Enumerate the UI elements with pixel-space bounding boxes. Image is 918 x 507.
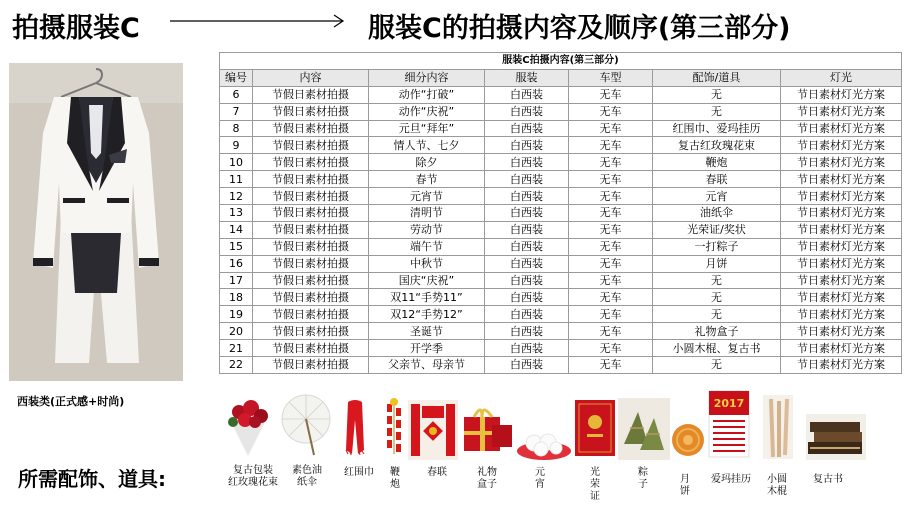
table-cell: 白西装 — [485, 103, 569, 120]
mooncake-icon — [670, 422, 706, 458]
table-cell: 动作“打破” — [369, 86, 485, 103]
right-arrow-icon — [170, 13, 346, 29]
table-cell: 春联 — [653, 171, 781, 188]
table-cell: 白西装 — [485, 238, 569, 255]
table-cell: 无车 — [569, 272, 653, 289]
table-cell: 节日素材灯光方案 — [781, 272, 902, 289]
table-cell: 节假日素材拍摄 — [253, 238, 369, 255]
table-cell: 无车 — [569, 357, 653, 374]
firecracker-icon — [385, 398, 403, 456]
table-row — [220, 306, 902, 323]
table-cell: 节日素材灯光方案 — [781, 120, 902, 137]
table-cell: 节日素材灯光方案 — [781, 238, 902, 255]
table-cell: 节日素材灯光方案 — [781, 306, 902, 323]
props-label: 所需配饰、道具: — [18, 467, 166, 491]
column-header: 服装 — [485, 69, 569, 86]
table-row — [220, 137, 902, 154]
table-cell: 13 — [220, 205, 253, 222]
table-cell: 11 — [220, 171, 253, 188]
table-cell: 一打粽子 — [653, 238, 781, 255]
table-cell: 节日素材灯光方案 — [781, 154, 902, 171]
table-cell: 节假日素材拍摄 — [253, 323, 369, 340]
table-cell: 春节 — [369, 171, 485, 188]
table-cell: 节日素材灯光方案 — [781, 221, 902, 238]
table-cell: 节假日素材拍摄 — [253, 340, 369, 357]
table-cell: 节日素材灯光方案 — [781, 205, 902, 222]
table-cell: 双12“手势12” — [369, 306, 485, 323]
table-cell: 节假日素材拍摄 — [253, 205, 369, 222]
table-cell: 中秋节 — [369, 255, 485, 272]
table-cell: 白西装 — [485, 171, 569, 188]
table-cell: 7 — [220, 103, 253, 120]
table-cell: 开学季 — [369, 340, 485, 357]
table-cell: 白西装 — [485, 306, 569, 323]
yuanxiao-icon — [516, 427, 572, 461]
table-cell: 无 — [653, 357, 781, 374]
table-cell: 月饼 — [653, 255, 781, 272]
white-suit-photo — [9, 63, 183, 381]
table-cell: 9 — [220, 137, 253, 154]
paper-umbrella-icon — [278, 393, 334, 457]
column-header: 内容 — [253, 69, 369, 86]
table-cell: 父亲节、母亲节 — [369, 357, 485, 374]
table-cell: 白西装 — [485, 86, 569, 103]
table-cell: 元宵节 — [369, 188, 485, 205]
table-cell: 22 — [220, 357, 253, 374]
table-cell: 无车 — [569, 205, 653, 222]
table-cell: 节假日素材拍摄 — [253, 86, 369, 103]
prop-label: 粽 子 — [638, 467, 648, 490]
page-title: 服装C的拍摄内容及顺序(第三部分) — [368, 13, 791, 44]
table-cell: 节假日素材拍摄 — [253, 255, 369, 272]
table-cell: 节假日素材拍摄 — [253, 221, 369, 238]
table-cell: 无 — [653, 103, 781, 120]
red-scarf-icon — [340, 400, 370, 456]
table-cell: 白西装 — [485, 188, 569, 205]
wooden-sticks-icon — [763, 395, 793, 459]
table-cell: 白西装 — [485, 357, 569, 374]
column-header: 灯光 — [781, 69, 902, 86]
table-cell: 节假日素材拍摄 — [253, 137, 369, 154]
shooting-schedule-table — [219, 52, 902, 374]
prop-label: 小圆 木棍 — [767, 474, 787, 497]
prop-label: 月 饼 — [680, 474, 690, 497]
table-cell: 白西装 — [485, 154, 569, 171]
table-cell: 节日素材灯光方案 — [781, 340, 902, 357]
table-cell: 14 — [220, 221, 253, 238]
table-cell: 动作“庆祝” — [369, 103, 485, 120]
column-header: 编号 — [220, 69, 253, 86]
table-cell: 情人节、七夕 — [369, 137, 485, 154]
table-cell: 21 — [220, 340, 253, 357]
table-cell: 19 — [220, 306, 253, 323]
prop-label: 复古书 — [813, 474, 843, 485]
table-row — [220, 255, 902, 272]
table-cell: 6 — [220, 86, 253, 103]
table-cell: 礼物盒子 — [653, 323, 781, 340]
table-cell: 无车 — [569, 137, 653, 154]
table-row — [220, 188, 902, 205]
table-row — [220, 205, 902, 222]
prop-label: 元 宵 — [535, 467, 545, 490]
table-cell: 白西装 — [485, 120, 569, 137]
table-cell: 8 — [220, 120, 253, 137]
table-cell: 无车 — [569, 171, 653, 188]
table-cell: 油纸伞 — [653, 205, 781, 222]
gift-box-icon — [458, 395, 516, 457]
table-cell: 复古红玫瑰花束 — [653, 137, 781, 154]
table-cell: 无车 — [569, 221, 653, 238]
table-cell: 节日素材灯光方案 — [781, 86, 902, 103]
table-cell: 节假日素材拍摄 — [253, 272, 369, 289]
table-cell: 节日素材灯光方案 — [781, 171, 902, 188]
calendar-icon — [708, 390, 750, 458]
table-cell: 鞭炮 — [653, 154, 781, 171]
prop-label: 礼物 盒子 — [477, 467, 497, 490]
table-header-row — [220, 69, 902, 86]
table-cell: 节日素材灯光方案 — [781, 103, 902, 120]
prop-label: 光 荣 证 — [590, 467, 600, 502]
table-cell: 元旦“拜年” — [369, 120, 485, 137]
table-cell: 白西装 — [485, 289, 569, 306]
table-cell: 无车 — [569, 255, 653, 272]
column-header: 细分内容 — [369, 69, 485, 86]
zongzi-icon — [618, 398, 670, 460]
rose-bouquet-icon — [221, 392, 275, 458]
table-cell: 无车 — [569, 238, 653, 255]
prop-label: 春联 — [427, 467, 447, 478]
table-cell: 无 — [653, 306, 781, 323]
table-cell: 圣诞节 — [369, 323, 485, 340]
calendar-year: 2017 — [713, 397, 745, 410]
table-cell: 节假日素材拍摄 — [253, 103, 369, 120]
table-cell: 节日素材灯光方案 — [781, 137, 902, 154]
table-cell: 节日素材灯光方案 — [781, 323, 902, 340]
column-header: 车型 — [569, 69, 653, 86]
table-cell: 15 — [220, 238, 253, 255]
table-cell: 白西装 — [485, 272, 569, 289]
table-cell: 无 — [653, 86, 781, 103]
table-row — [220, 340, 902, 357]
vintage-books-icon — [806, 414, 866, 460]
table-cell: 节假日素材拍摄 — [253, 120, 369, 137]
table-cell: 18 — [220, 289, 253, 306]
table-cell: 无车 — [569, 120, 653, 137]
table-cell: 节日素材灯光方案 — [781, 289, 902, 306]
table-cell: 节假日素材拍摄 — [253, 306, 369, 323]
table-cell: 无车 — [569, 323, 653, 340]
prop-label: 爱玛挂历 — [711, 474, 751, 485]
table-cell: 无车 — [569, 289, 653, 306]
prop-label: 红围巾 — [344, 467, 374, 478]
table-cell: 10 — [220, 154, 253, 171]
table-title: 服装C拍摄内容(第三部分) — [220, 53, 902, 70]
table-cell: 节假日素材拍摄 — [253, 289, 369, 306]
table-cell: 节日素材灯光方案 — [781, 255, 902, 272]
table-cell: 清明节 — [369, 205, 485, 222]
table-row — [220, 357, 902, 374]
table-cell: 节假日素材拍摄 — [253, 154, 369, 171]
table-cell: 红围巾、爱玛挂历 — [653, 120, 781, 137]
left-title: 拍摄服装C — [12, 13, 140, 44]
table-row — [220, 171, 902, 188]
table-row — [220, 221, 902, 238]
table-cell: 国庆“庆祝” — [369, 272, 485, 289]
table-cell: 无车 — [569, 86, 653, 103]
table-cell: 节假日素材拍摄 — [253, 357, 369, 374]
prop-label: 鞭 炮 — [390, 467, 400, 490]
table-cell: 除夕 — [369, 154, 485, 171]
table-cell: 光荣证/奖状 — [653, 221, 781, 238]
table-cell: 双11“手势11” — [369, 289, 485, 306]
couplets-icon — [408, 400, 458, 460]
column-header: 配饰/道具 — [653, 69, 781, 86]
prop-label: 复古包装 红玫瑰花束 — [228, 465, 278, 488]
table-row — [220, 103, 902, 120]
table-cell: 无车 — [569, 306, 653, 323]
table-cell: 节日素材灯光方案 — [781, 357, 902, 374]
table-cell: 劳动节 — [369, 221, 485, 238]
table-row — [220, 289, 902, 306]
table-cell: 16 — [220, 255, 253, 272]
table-cell: 元宵 — [653, 188, 781, 205]
table-cell: 端午节 — [369, 238, 485, 255]
table-row — [220, 86, 902, 103]
table-row — [220, 120, 902, 137]
table-cell: 20 — [220, 323, 253, 340]
table-cell: 白西装 — [485, 137, 569, 154]
table-cell: 白西装 — [485, 255, 569, 272]
table-cell: 节假日素材拍摄 — [253, 188, 369, 205]
table-cell: 白西装 — [485, 323, 569, 340]
table-cell: 无车 — [569, 188, 653, 205]
table-row — [220, 238, 902, 255]
table-cell: 节假日素材拍摄 — [253, 171, 369, 188]
table-row — [220, 323, 902, 340]
table-cell: 白西装 — [485, 340, 569, 357]
table-cell: 无车 — [569, 103, 653, 120]
table-cell: 12 — [220, 188, 253, 205]
table-cell: 无车 — [569, 154, 653, 171]
table-cell: 白西装 — [485, 205, 569, 222]
table-row — [220, 272, 902, 289]
table-row — [220, 154, 902, 171]
photo-caption: 西装类(正式感+时尚) — [17, 395, 125, 408]
honor-certificate-icon — [573, 398, 617, 458]
table-cell: 节日素材灯光方案 — [781, 188, 902, 205]
table-cell: 无 — [653, 289, 781, 306]
table-cell: 小圆木棍、复古书 — [653, 340, 781, 357]
prop-label: 素色油 纸伞 — [292, 465, 322, 488]
table-cell: 17 — [220, 272, 253, 289]
table-cell: 无车 — [569, 340, 653, 357]
table-cell: 无 — [653, 272, 781, 289]
table-cell: 白西装 — [485, 221, 569, 238]
